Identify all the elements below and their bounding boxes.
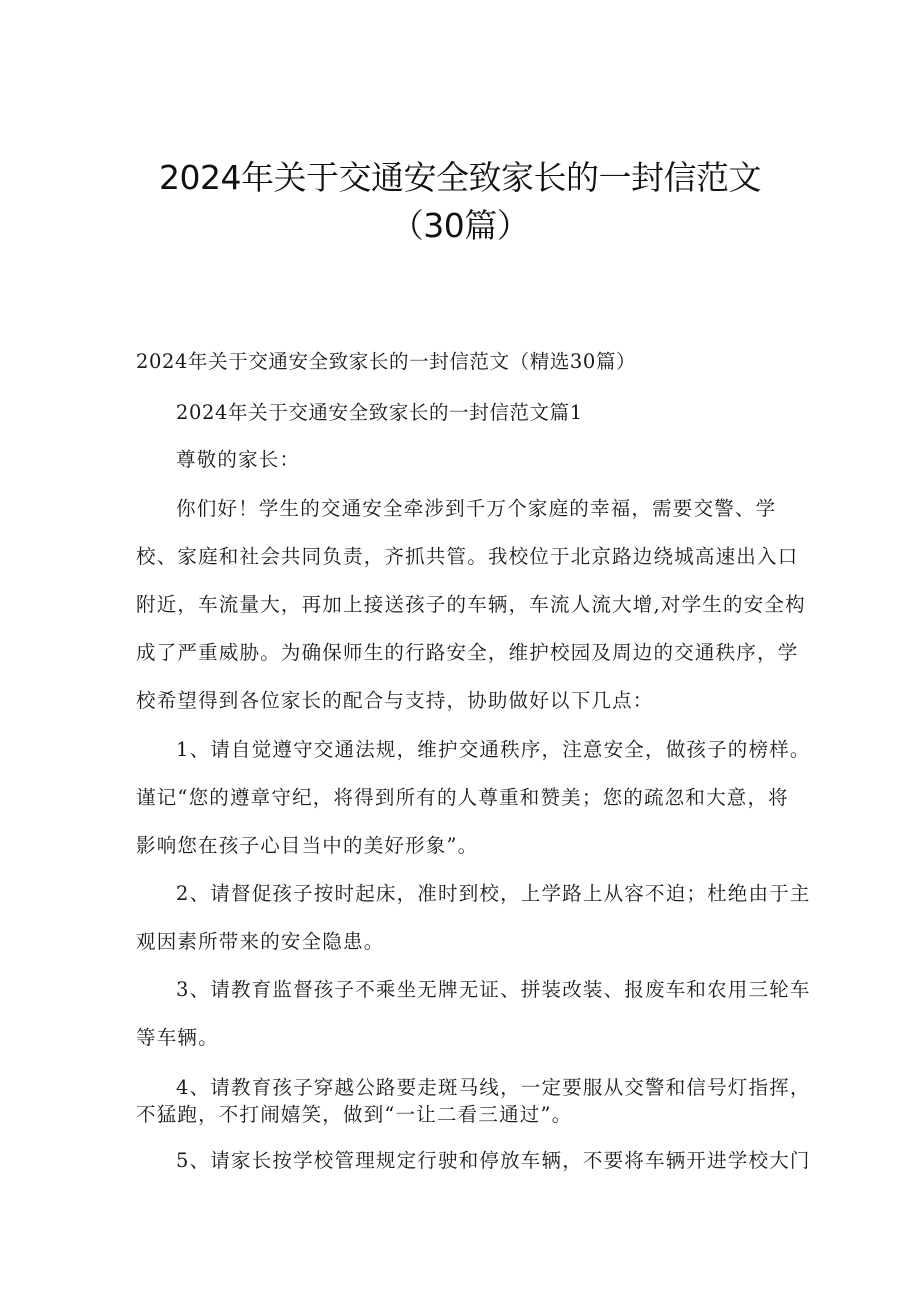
body-line: 校希望得到各位家长的配合与支持，协助做好以下几点： — [136, 689, 654, 712]
list-item-5: 5、请家长按学校管理规定行驶和停放车辆，不要将车辆开进学校大门 — [176, 1149, 811, 1172]
list-item-4: 4、请教育孩子穿越公路要走斑马线，一定要服从交警和信号灯指挥， — [176, 1076, 811, 1099]
salutation: 尊敬的家长： — [176, 448, 301, 471]
list-item-1-cont: 影响您在孩子心目当中的美好形象”。 — [136, 834, 479, 857]
body-line: 校、家庭和社会共同负责，齐抓共管。我校位于北京路边绕城高速出入口 — [136, 545, 799, 568]
body-line: 成了严重威胁。为确保师生的行路安全，维护校园及周边的交通秩序，学 — [136, 641, 799, 664]
list-item-2: 2、请督促孩子按时起床，准时到校，上学路上从容不迫；杜绝由于主 — [176, 882, 811, 905]
list-item-4-cont: 不猛跑，不打闹嬉笑，做到“一让二看三通过”。 — [136, 1103, 573, 1126]
document-title-continued: （30篇） — [390, 206, 530, 245]
list-item-1: 1、请自觉遵守交通法规，维护交通秩序，注意安全，做孩子的榜样。 — [176, 738, 811, 761]
list-item-1-cont: 谨记“您的遵章守纪，将得到所有的人尊重和赞美；您的疏忽和大意，将 — [136, 786, 789, 809]
document-title: 2024年关于交通安全致家长的一封信范文 — [159, 158, 761, 197]
list-item-3-cont: 等车辆。 — [136, 1026, 219, 1049]
list-item-2-cont: 观因素所带来的安全隐患。 — [136, 930, 385, 953]
list-item-3: 3、请教育监督孩子不乘坐无牌无证、拼装改装、报废车和农用三轮车 — [176, 978, 811, 1001]
heading-collection: 2024年关于交通安全致家长的一封信范文（精选30篇） — [136, 350, 637, 373]
body-line: 附近，车流量大，再加上接送孩子的车辆，车流人流大增,对学生的安全构 — [136, 593, 806, 616]
heading-letter-1: 2024年关于交通安全致家长的一封信范文篇1 — [176, 401, 583, 424]
body-line: 你们好！学生的交通安全牵涉到千万个家庭的幸福，需要交警、学 — [176, 497, 777, 520]
